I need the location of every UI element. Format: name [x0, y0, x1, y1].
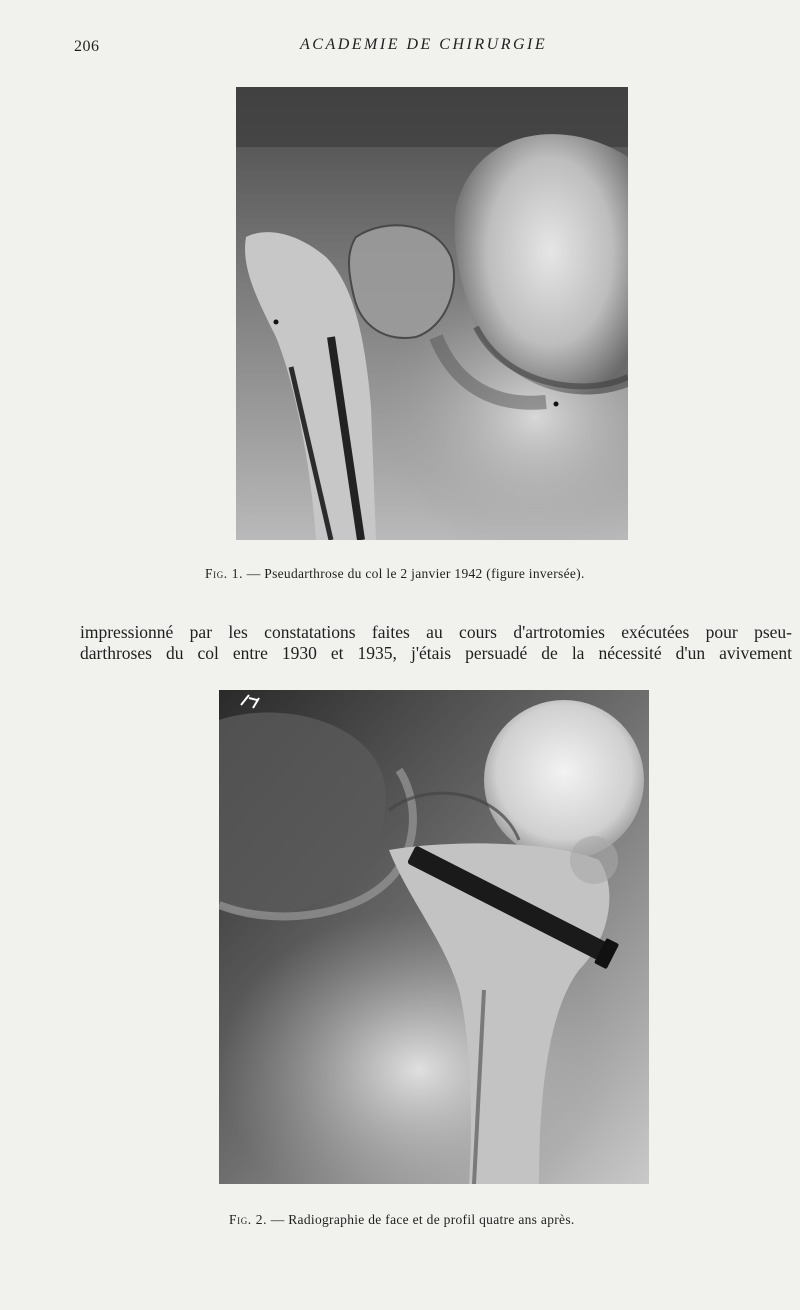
- page-number: 206: [74, 38, 100, 55]
- figure-2-caption-text: — Radiographie de face et de profil quatre ans après.: [270, 1212, 575, 1227]
- hip-radiograph-with-pin-icon: [219, 690, 649, 1184]
- body-line-1: impressionné par les constatations faites au cours d'artrotomies exécutées pour pseu-: [80, 622, 792, 642]
- figure-1-radiograph: [236, 87, 628, 540]
- figure-1-label: Fig. 1.: [205, 566, 244, 581]
- figure-2-label: Fig. 2.: [229, 1212, 268, 1227]
- figure-2-radiograph: [219, 690, 649, 1184]
- body-paragraph: [80, 622, 792, 664]
- figure-1-caption-text: — Pseudarthrose du col le 2 janvier 1942 (figure inversée).: [246, 566, 585, 581]
- body-line-2: darthroses du col entre 1930 et 1935, j'étais persuadé de la nécessité d'un avivement: [80, 643, 792, 663]
- figure-1-caption: [205, 566, 585, 582]
- hip-radiograph-icon: [236, 87, 628, 540]
- figure-2-caption: [229, 1212, 575, 1228]
- running-head: ACADEMIE DE CHIRURGIE: [300, 36, 548, 53]
